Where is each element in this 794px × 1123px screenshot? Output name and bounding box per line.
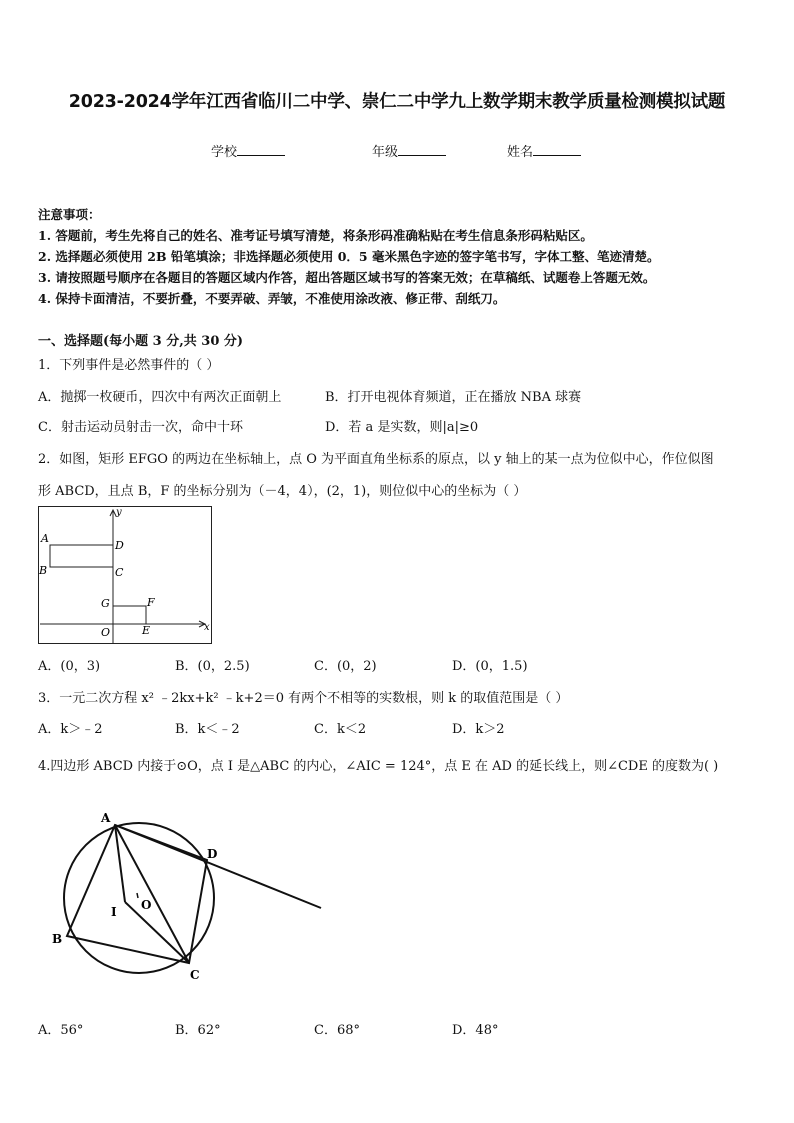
name-blank [533,143,581,156]
q4-option-d: D．48° [452,1023,499,1038]
label-c: C [190,968,200,982]
q4-option-b: B．62° [175,1023,221,1038]
segment-ai [115,825,125,902]
q3-option-c: C．k＜2 [314,722,367,737]
label-f: F [147,596,155,609]
section-heading: 一、选择题(每小题 3 分,共 30 分) [38,334,244,349]
q2-option-c: C．(0，2) [314,659,377,674]
center-mark [137,893,138,898]
q2-option-a: A．(0，3) [38,659,101,674]
note-4: 4. 保持卡面清洁，不要折叠，不要弄破、弄皱，不准使用涂改液、修正带、刮纸刀。 [38,291,506,306]
q4-stem: 4.四边形 ABCD 内接于⊙O，点 I 是△ABC 的内心，∠AIC = 124°，点 E 在 AD 的延长线上，则∠CDE 的度数为( ) [38,759,719,774]
q1-stem: 1．下列事件是必然事件的（ ） [38,358,220,373]
q2-figure-frame [39,507,212,644]
label-o: O [101,626,111,639]
label-i: I [111,905,117,919]
q1-option-a: A．抛掷一枚硬币，四次中有两次正面朝上 [38,390,282,405]
q2-option-b: B．(0，2.5) [175,659,250,674]
note-1: 1. 答题前，考生先将自己的姓名、准考证号填写清楚，将条形码准确粘贴在考生信息条形码粘贴区。 [38,228,593,243]
label-c: C [115,566,124,579]
rectangle-efgo [113,606,146,624]
label-o: O [141,898,152,912]
name-field [507,141,581,160]
label-a: A [41,532,49,545]
grade-blank [398,143,446,156]
q3-stem: 3．一元二次方程 x² ﹣2kx+k² ﹣k+2＝0 有两个不相等的实数根，则 k 的取值范围是（ ） [38,691,569,706]
q4-option-a: A．56° [38,1023,84,1038]
note-2: 2. 选择题必须使用 2B 铅笔填涂；非选择题必须使用 0．5 毫米黑色字迹的签字笔书写，字体工整、笔迹清楚。 [38,249,660,264]
q3-option-a: A．k＞﹣2 [38,722,103,737]
label-a: A [101,811,111,825]
label-b: B [39,564,48,577]
school-label: 学校 [211,145,238,160]
segment-ic [125,902,189,963]
rectangle-abcd [50,545,113,567]
label-g: G [101,597,110,610]
grade-field [372,141,446,160]
q1-option-d: D．若 a 是实数，则|a|≥0 [325,420,479,435]
label-d: D [207,847,218,861]
school-field [211,141,285,160]
q2-stem-line1: 2．如图，矩形 EFGO 的两边在坐标轴上，点 O 为平面直角坐标系的原点，以 y 轴上的某一点为位似中心，作位似图 [38,452,714,467]
label-e: E [142,624,151,637]
notes-title: 注意事项： [38,207,101,222]
label-d: D [115,539,124,552]
q3-option-b: B．k＜﹣2 [175,722,240,737]
q2-option-d: D．(0，1.5) [452,659,528,674]
label-y: y [116,507,122,518]
q2-stem-line2: 形 ABCD，且点 B，F 的坐标分别为（－4，4），(2，1)，则位似中心的坐标为（ ） [38,484,527,499]
q3-option-d: D．k＞2 [452,722,505,737]
label-b: B [52,932,63,946]
page-title: 2023-2024学年江西省临川二中学、崇仁二中学九上数学期末教学质量检测模拟试题 [68,92,726,112]
q1-option-b: B．打开电视体育频道，正在播放 NBA 球赛 [325,390,582,405]
q4-option-c: C．68° [314,1023,360,1038]
label-x: x [204,622,210,633]
q4-figure [40,805,340,995]
note-3: 3. 请按照题号顺序在各题目的答题区域内作答，超出答题区域书写的答案无效；在草稿纸、试题卷上答题无效。 [38,270,656,285]
name-label: 姓名 [507,145,534,160]
q2-figure [38,506,212,644]
q1-option-c: C．射击运动员射击一次，命中十环 [38,420,243,435]
grade-label: 年级 [372,145,399,160]
diagonal-ac [115,825,189,963]
school-blank [237,143,285,156]
